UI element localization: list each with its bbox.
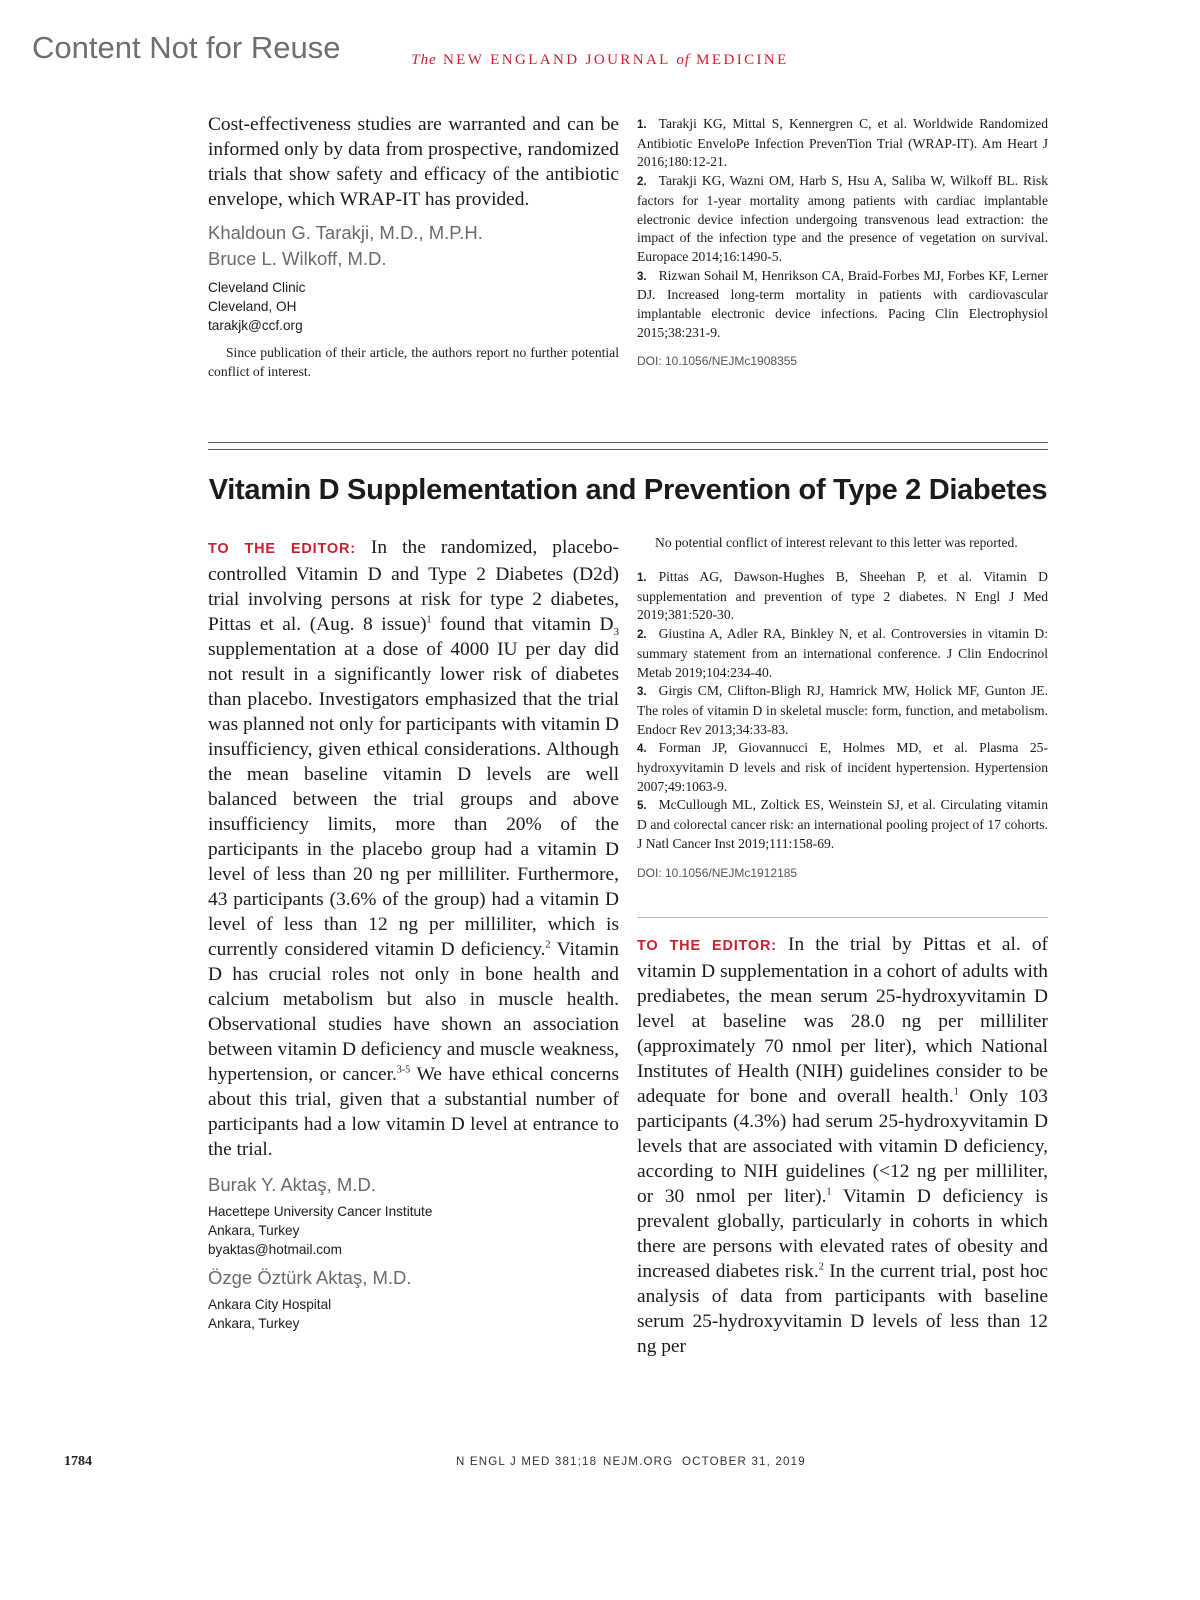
- letter1-lead: TO THE EDITOR:: [208, 541, 356, 557]
- reference-item: 1. Tarakji KG, Mittal S, Kennergren C, et al. Worldwide Randomized Antibiotic EnveloPe Infection PrevenTion Trial (WRAP-IT). Am Heart J 2016;180:12-21.: [637, 116, 1048, 170]
- journal-name-1: NEW ENGLAND JOURNAL: [442, 52, 671, 68]
- prev-author-1: Khaldoun G. Tarakji, M.D., M.P.H.: [208, 222, 483, 243]
- watermark: Content Not for Reuse: [32, 30, 341, 65]
- journal-the: The: [411, 52, 437, 68]
- section-divider: [208, 442, 1048, 450]
- letter1-author-1: Burak Y. Aktaş, M.D.: [208, 1174, 376, 1195]
- letter1-conflict-note: No potential conflict of interest relevant to this letter was reported.: [655, 535, 1018, 550]
- reference-item: 5. McCullough ML, Zoltick ES, Weinstein SJ, et al. Circulating vitamin D and colorectal cancer risk: an international pooling project of 17 cohorts. J Natl Cancer Inst 2019;111:158-69.: [637, 797, 1048, 851]
- footer-site[interactable]: NEJM.ORG: [603, 1456, 674, 1468]
- prev-affil-email[interactable]: tarakjk@ccf.org: [208, 318, 303, 333]
- footer-citation: N ENGL J MED 381;18: [456, 1456, 598, 1468]
- reference-item: 1. Pittas AG, Dawson-Hughes B, Sheehan P, et al. Vitamin D supplementation and prevention of type 2 diabetes. N Engl J Med 2019;381:520-30.: [637, 569, 1048, 623]
- letter1-doi[interactable]: DOI: 10.1056/NEJMc1912185: [637, 865, 798, 880]
- prev-author-2: Bruce L. Wilkoff, M.D.: [208, 248, 387, 269]
- prev-doi[interactable]: DOI: 10.1056/NEJMc1908355: [637, 354, 798, 369]
- journal-header: [0, 52, 1200, 69]
- letter1-reference-list: [637, 568, 1048, 854]
- article-title: Vitamin D Supplementation and Prevention of Type 2 Diabetes: [208, 474, 1048, 506]
- prev-letter-column: [208, 112, 619, 381]
- prev-references-column: [637, 115, 1048, 368]
- letter1-affil-email[interactable]: byaktas@hotmail.com: [208, 1242, 342, 1257]
- prev-affil-line: Cleveland, OH: [208, 299, 297, 314]
- letter1-affil-line: Ankara, Turkey: [208, 1223, 300, 1238]
- letter1-affil-line: Ankara City Hospital: [208, 1297, 332, 1312]
- letter1-references-column: [637, 533, 1048, 880]
- prev-letter-body: [208, 112, 619, 212]
- letter-divider: [637, 917, 1048, 918]
- prev-disclosure-note: Since publication of their article, the authors report no further potential conflict of interest.: [208, 345, 619, 379]
- letter2-column: [637, 932, 1048, 1359]
- footer-date: OCTOBER 31, 2019: [682, 1456, 806, 1468]
- prev-reference-list: [637, 115, 1048, 342]
- reference-item: 4. Forman JP, Giovannucci E, Holmes MD, et al. Plasma 25-hydroxyvitamin D levels and risk of incident hypertension. Hypertension 2007;49:1063-9.: [637, 740, 1048, 794]
- journal-of: of: [676, 52, 691, 68]
- reference-item: 3. Rizwan Sohail M, Henrikson CA, Braid-Forbes MJ, Forbes KF, Lerner DJ. Increased long-term mortality in patients with cardiovascular implantable electronic device infections. Pacing Clin Electrophysiol 2015;38:231-9.: [637, 267, 1048, 340]
- journal-name-2: MEDICINE: [696, 52, 789, 68]
- letter1-body: TO THE EDITOR: In the randomized, placebo-controlled Vitamin D and Type 2 Diabetes (D2d) trial involving persons at risk for type 2 diabetes, Pittas et al. (Aug. 8 issue)$^1$ found that vitamin $D_3$ supplementation at a dose of 4000 IU per day did not result in a significantly lower risk of diabetes than placebo. Investigators emphasized that the trial was planned not only for participants with vitamin D insufficiency, given ethical considerations. Although the mean baseline vitamin D levels are well balanced between the trial groups and above insufficiency limits, more than 20% of the participants in the placebo group had a vitamin D level of less than 20 ng per milliliter. Furthermore, 43 participants (3.6% of the group) had a vitamin D level of less than 12 ng per milliliter, which is currently considered vitamin D deficiency.$^2$ Vitamin D has crucial roles not only in bone health and calcium metabolism but also in muscle health. Observational studies have shown an association between vitamin D deficiency and muscle weakness, hypertension, or cancer.$^{3-5}$ We have ethical concerns about this trial, given that a substantial number of participants had a low vitamin D level at entrance to the trial.: [208, 537, 620, 1160]
- letter2-body: TO THE EDITOR: In the trial by Pittas et al. of vitamin D supplementation in a cohort of adults with prediabetes, the mean serum 25-hydroxyvitamin D level at baseline was 28.0 ng per milliliter (approximately 70 nmol per liter), which National Institutes of Health (NIH) guidelines consider to be adequate for bone and overall health.$^1$ Only 103 participants (4.3%) had serum 25-hydroxyvitamin D levels that are associated with vitamin D deficiency, according to NIH guidelines (<12 ng per milliliter, or 30 nmol per liter).$^1$ Vitamin D deficiency is prevalent globally, particularly in cohorts in which there are persons with elevated rates of obesity and increased diabetes risk.$^2$ In the current trial, post hoc analysis of data from participants with baseline serum 25-hydroxyvitamin D levels of less than 12 ng per: [637, 934, 1048, 1357]
- page-number: 1784: [64, 1454, 92, 1469]
- letter1-affil-line: Hacettepe University Cancer Institute: [208, 1204, 433, 1219]
- prev-affil-line: Cleveland Clinic: [208, 280, 306, 295]
- letter1-author-2: Özge Öztürk Aktaş, M.D.: [208, 1267, 412, 1288]
- reference-item: 2. Giustina A, Adler RA, Binkley N, et al. Controversies in vitamin D: summary statement from an international conference. J Clin Endocrinol Metab 2019;104:234-40.: [637, 626, 1048, 680]
- letter2-lead: TO THE EDITOR:: [637, 938, 777, 954]
- letter1-affil-line: Ankara, Turkey: [208, 1316, 300, 1331]
- letter1-column: [208, 535, 619, 1333]
- reference-item: 2. Tarakji KG, Wazni OM, Harb S, Hsu A, Saliba W, Wilkoff BL. Risk factors for 1-year mortality among patients with cardiac implantable electronic device infection undergoing transvenous lead extraction: the impact of the infection type and the presence of vegetation on survival. Europace 2014;16:1490-5.: [637, 173, 1048, 264]
- reference-item: 3. Girgis CM, Clifton-Bligh RJ, Hamrick MW, Holick MF, Gunton JE. The roles of vitamin D in skeletal muscle: form, function, and metabolism. Endocr Rev 2013;34:33-83.: [637, 683, 1048, 737]
- prev-letter-text: Cost-effectiveness studies are warranted and can be informed only by data from prospective, randomized trials that show safety and efficacy of the antibiotic envelope, which WRAP-IT has provided.: [208, 114, 619, 210]
